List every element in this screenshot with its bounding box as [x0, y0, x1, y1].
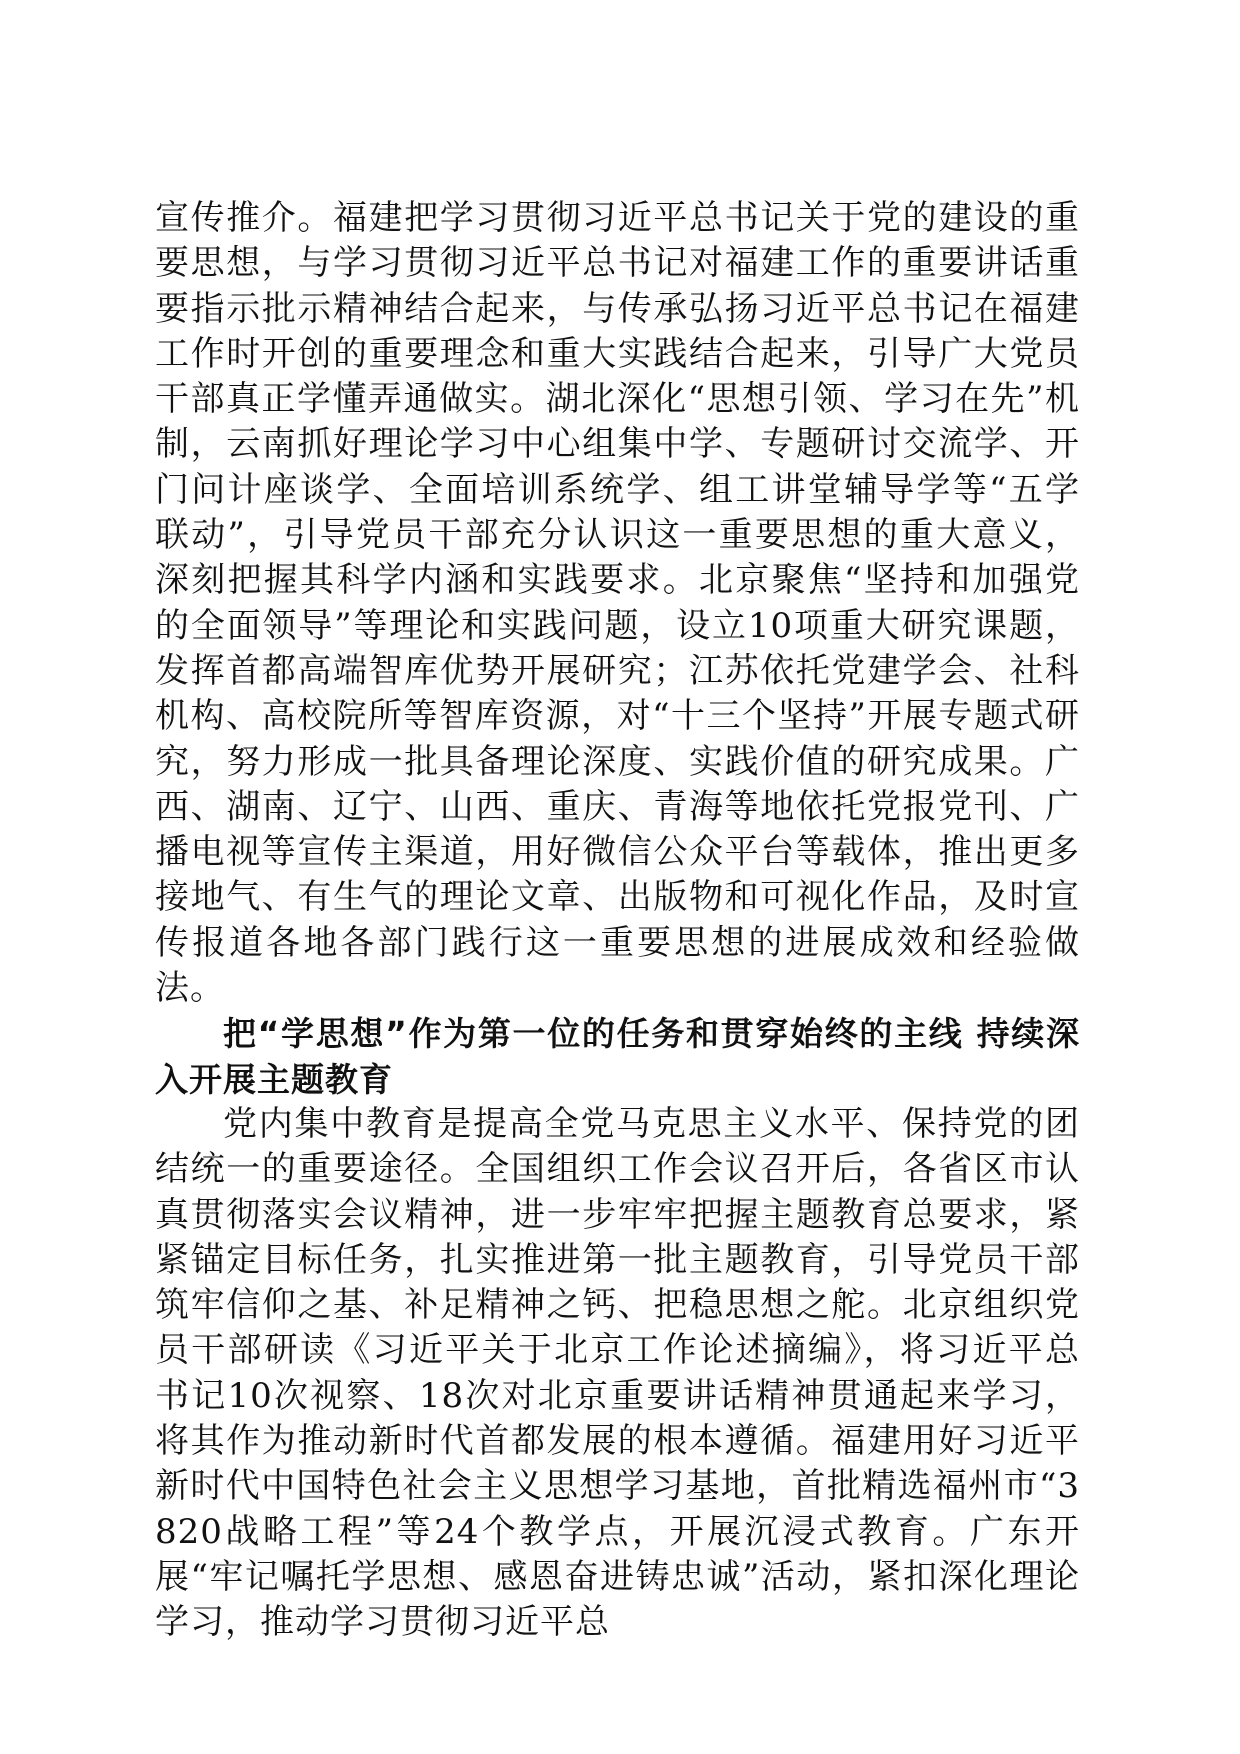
paragraph-body: 党内集中教育是提高全党马克思主义水平、保持党的团结统一的重要途径。全国组织工作会议召开后，各省区市认真贯彻落实会议精神，进一步牢牢把握主题教育总要求，紧紧锚定目标任务，扎实推进第一批主题教育，引导党员干部筑牢信仰之基、补足精神之钙、把稳思想之舵。北京组织党员干部研读《习近平关于北京工作论述摘编》，将习近平总书记10次视察、18次对北京重要讲话精神贯通起来学习，将其作为推动新时代首都发展的根本遵循。福建用好习近平新时代中国特色社会主义思想学习基地，首批精选福州市“3820战略工程”等24个教学点，开展沉浸式教育。广东开展“牢记嘱托学思想、感恩奋进铸忠诚”活动，紧扣深化理论学习，推动学习贯彻习近平总 — [155, 1103, 1080, 1643]
section-heading: 把“学思想”作为第一位的任务和贯穿始终的主线 持续深入开展主题教育 — [155, 1014, 1080, 1099]
paragraph-continued: 宣传推介。福建把学习贯彻习近平总书记关于党的建设的重要思想，与学习贯彻习近平总书记对福建工作的重要讲话重要指示批示精神结合起来，与传承弘扬习近平总书记在福建工作时开创的重要理念和重大实践结合起来，引导广大党员干部真正学懂弄通做实。湖北深化“思想引领、学习在先”机制，云南抓好理论学习中心组集中学、专题研讨交流学、开门问计座谈学、全面培训系统学、组工讲堂辅导学等“五学联动”，引导党员干部充分认识这一重要思想的重大意义，深刻把握其科学内涵和实践要求。北京聚焦“坚持和加强党的全面领导”等理论和实践问题，设立10项重大研究课题，发挥首都高端智库优势开展研究；江苏依托党建学会、社科机构、高校院所等智库资源，对“十三个坚持”开展专题式研究，努力形成一批具备理论深度、实践价值的研究成果。广西、湖南、辽宁、山西、重庆、青海等地依托党报党刊、广播电视等宣传主渠道，用好微信公众平台等载体，推出更多接地气、有生气的理论文章、出版物和可视化作品，及时宣传报道各地各部门践行这一重要思想的进展成效和经验做法。 — [155, 198, 1080, 1009]
document-body — [155, 196, 1080, 1646]
